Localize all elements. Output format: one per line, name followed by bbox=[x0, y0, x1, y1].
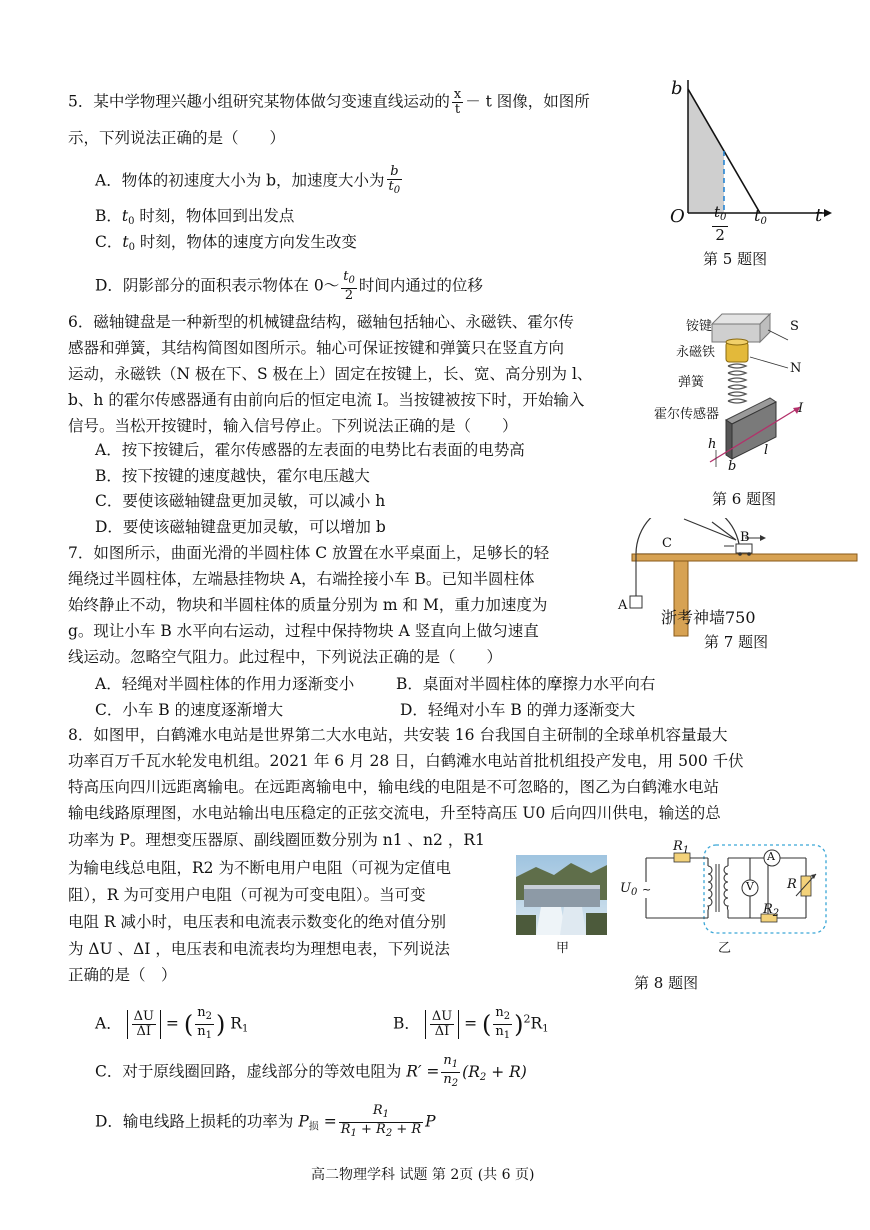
q6-label-magnet: 永磁铁 bbox=[676, 345, 716, 360]
q6-stem-line4: b、h 的霍尔传感器通有由前向后的恒定电流 I。当按键被按下时，开始输入 bbox=[68, 391, 585, 409]
q8-option-a: A． $\frac{\Delta U}{\Delta I}$ = ( $\frac{n_2}{n_1}$ ) $R_1$ bbox=[95, 1005, 249, 1041]
q7-watermark: 浙考神墙750 bbox=[661, 608, 756, 627]
q8-caption: 第 8 题图 bbox=[634, 974, 699, 992]
q8-stem-line7: 阻），R 为可变用户电阻（可视为可变电阻）。当可变 bbox=[68, 886, 426, 904]
q8-stem-line2: 功率百万千瓦水轮发电机组。2021 年 6 月 28 日，白鹤滩水电站首批机组投产发电，用 500 千伏 bbox=[68, 752, 744, 770]
q5-option-b: B．$t_0$ 时刻，物体回到出发点 bbox=[95, 207, 295, 227]
q7-label-a: A bbox=[618, 598, 628, 613]
shaded-area bbox=[688, 89, 724, 213]
q6-stem-line1: 6．磁轴键盘是一种新型的机械键盘结构，磁轴包括轴心、永磁铁、霍尔传 bbox=[68, 313, 574, 331]
block-a bbox=[630, 596, 642, 608]
q7-stem-line4: g。现让小车 B 水平向右运动，过程中保持物块 A 竖直向上做匀速直 bbox=[68, 622, 539, 640]
q6-option-d: D．要使该磁轴键盘更加灵敏，可以增加 b bbox=[95, 518, 386, 536]
q8-label-r: R bbox=[787, 877, 797, 892]
q5-fig-label-origin: O bbox=[670, 206, 685, 227]
primary-coil bbox=[708, 866, 712, 910]
q6-option-c: C．要使该磁轴键盘更加灵敏，可以减小 h bbox=[95, 492, 386, 510]
q6-label-hall: 霍尔传感器 bbox=[654, 407, 720, 422]
q5-fig-label-t0: $t_0$ bbox=[754, 206, 767, 227]
q8-label-yi: 乙 bbox=[718, 941, 732, 956]
q5-fig-label-t: t bbox=[815, 205, 823, 226]
q6-label-I: I bbox=[798, 401, 804, 416]
rope-right bbox=[712, 522, 736, 540]
q8-stem-line6: 为输电线总电阻，R2 为不断电用户电阻（可视为定值电 bbox=[68, 859, 451, 877]
q8-stem-line9: 为 ΔU 、ΔI ，电压表和电流表均为理想电表，下列说法 bbox=[68, 940, 450, 958]
q7-label-b: B bbox=[740, 530, 750, 545]
q8-stem-line8: 电阻 R 减小时，电压表和电流表示数变化的绝对值分别 bbox=[68, 913, 447, 931]
q7-option-c: C．小车 B 的速度逐渐增大 bbox=[95, 701, 284, 719]
q6-option-a: A．按下按键后，霍尔传感器的左表面的电势比右表面的电势高 bbox=[95, 441, 525, 459]
q8-label-ammeter: A bbox=[767, 850, 775, 863]
q7-option-a: A．轻绳对半圆柱体的作用力逐渐变小 bbox=[95, 675, 355, 693]
page-footer: 高二物理学科 试题 第 2页 (共 6 页) bbox=[311, 1167, 535, 1183]
q7-label-c: C bbox=[662, 536, 672, 551]
q8-option-b: B． $\frac{\Delta U}{\Delta I}$ = ( $\frac{n_2}{n_1}$ )$^2R_1$ bbox=[393, 1005, 549, 1041]
q6-caption: 第 6 题图 bbox=[712, 490, 777, 508]
q5-caption: 第 5 题图 bbox=[703, 250, 768, 268]
q8-stem-line1: 8．如图甲，白鹤滩水电站是世界第二大水电站，共安装 16 台我国自主研制的全球单机容量最大 bbox=[68, 726, 728, 744]
q8-label-r2: $R_2$ bbox=[763, 902, 780, 919]
q6-label-N: N bbox=[790, 361, 802, 376]
q5-option-c: C．$t_0$ 时刻，物体的速度方向发生改变 bbox=[95, 233, 357, 253]
q8-stem-line10: 正确的是（ ） bbox=[68, 966, 177, 984]
q8-label-jia: 甲 bbox=[556, 941, 570, 956]
q6-stem-line2: 感器和弹簧，其结构简图如图所示。轴心可保证按键和弹簧只在竖直方向 bbox=[68, 339, 565, 357]
q8-stem-line4: 输电线路原理图，水电站输出电压稳定的正弦交流电，升至特高压 U0 后向四川供电，输送的总 bbox=[68, 804, 721, 822]
q5-stem-line1: 5．某中学物理兴趣小组研究某物体做匀变速直线运动的 $\frac{x}{t}$ － t 图像，如图所 bbox=[68, 87, 590, 117]
q6-label-b: b bbox=[728, 459, 737, 474]
q5-graph bbox=[664, 72, 834, 247]
q6-stem-line5: 信号。当松开按键时，输入信号停止。下列说法正确的是（ ） bbox=[68, 417, 518, 435]
q8-label-u0: $U_0$ bbox=[620, 881, 638, 898]
spring bbox=[728, 364, 746, 403]
q7-stem-line2: 绳绕过半圆柱体，左端悬挂物块 A，右端拴接小车 B。已知半圆柱体 bbox=[68, 570, 535, 588]
variable-resistor-r bbox=[801, 876, 811, 896]
q7-caption: 第 7 题图 bbox=[704, 633, 769, 651]
q6-label-S: S bbox=[790, 319, 799, 334]
q6-stem-line3: 运动，永磁铁（N 极在下、S 极在上）固定在按键上，长、宽、高分别为 l、 bbox=[68, 365, 593, 383]
t-axis-arrow bbox=[824, 209, 832, 217]
q6-option-b: B．按下按键的速度越快，霍尔电压越大 bbox=[95, 467, 370, 485]
q6-label-l: l bbox=[764, 443, 769, 458]
dam-photo bbox=[516, 855, 607, 935]
secondary-coil bbox=[724, 866, 728, 910]
q8-option-c: C．对于原线圈回路，虚线部分的等效电阻为 R′ = $\frac{n_1}{n_2}$ $(R_2 + R)$ bbox=[95, 1053, 527, 1089]
q8-stem-line5: 功率为 P。理想变压器原、副线圈匝数分别为 n1 、n2 ，R1 bbox=[68, 831, 485, 849]
q7-option-b: B．桌面对半圆柱体的摩擦力水平向右 bbox=[396, 675, 656, 693]
svg-text:~: ~ bbox=[642, 883, 652, 896]
table-top bbox=[632, 554, 857, 561]
q6-label-spring: 弹簧 bbox=[678, 375, 705, 390]
q5-option-a: A．物体的初速度大小为 b，加速度大小为 $\frac{b}{t_0}$ bbox=[95, 164, 401, 196]
q8-option-d: D．输电线路上损耗的功率为 $P_损$ = $\frac{R_1}{R_1 + R_2 + R}$ P bbox=[95, 1103, 436, 1139]
q5-option-d: D．阴影部分的面积表示物体在 0～ $\frac{t_0}{2}$ 时间内通过的位移 bbox=[95, 269, 483, 303]
transmission-circuit bbox=[616, 838, 831, 938]
q6-label-key: 铵键 bbox=[686, 319, 713, 334]
q7-stem-line3: 始终静止不动，物块和半圆柱体的质量分别为 m 和 M，重力加速度为 bbox=[68, 596, 548, 614]
q5-fig-label-half-t0: $t_0$ 2 bbox=[714, 203, 727, 244]
half-cylinder-c bbox=[636, 518, 740, 554]
q7-stem-line1: 7．如图所示，曲面光滑的半圆柱体 C 放置在水平桌面上，足够长的轻 bbox=[68, 544, 550, 562]
q8-stem-line3: 特高压向四川远距离输电。在远距离输电中，输电线的电阻是不可忽略的，图乙为白鹤滩水电站 bbox=[68, 778, 720, 796]
q5-stem-line2: 示，下列说法正确的是（ ） bbox=[68, 129, 286, 147]
q5-fig-label-b: b bbox=[671, 78, 683, 99]
q8-label-voltmeter: V bbox=[746, 880, 754, 893]
q7-option-d: D．轻绳对小车 B 的弹力逐渐变大 bbox=[400, 701, 636, 719]
q6-label-h: h bbox=[708, 437, 717, 452]
q7-stem-line5: 线运动。忽略空气阻力。此过程中，下列说法正确的是（ ） bbox=[68, 648, 503, 666]
q8-label-r1: $R_1$ bbox=[673, 839, 690, 856]
